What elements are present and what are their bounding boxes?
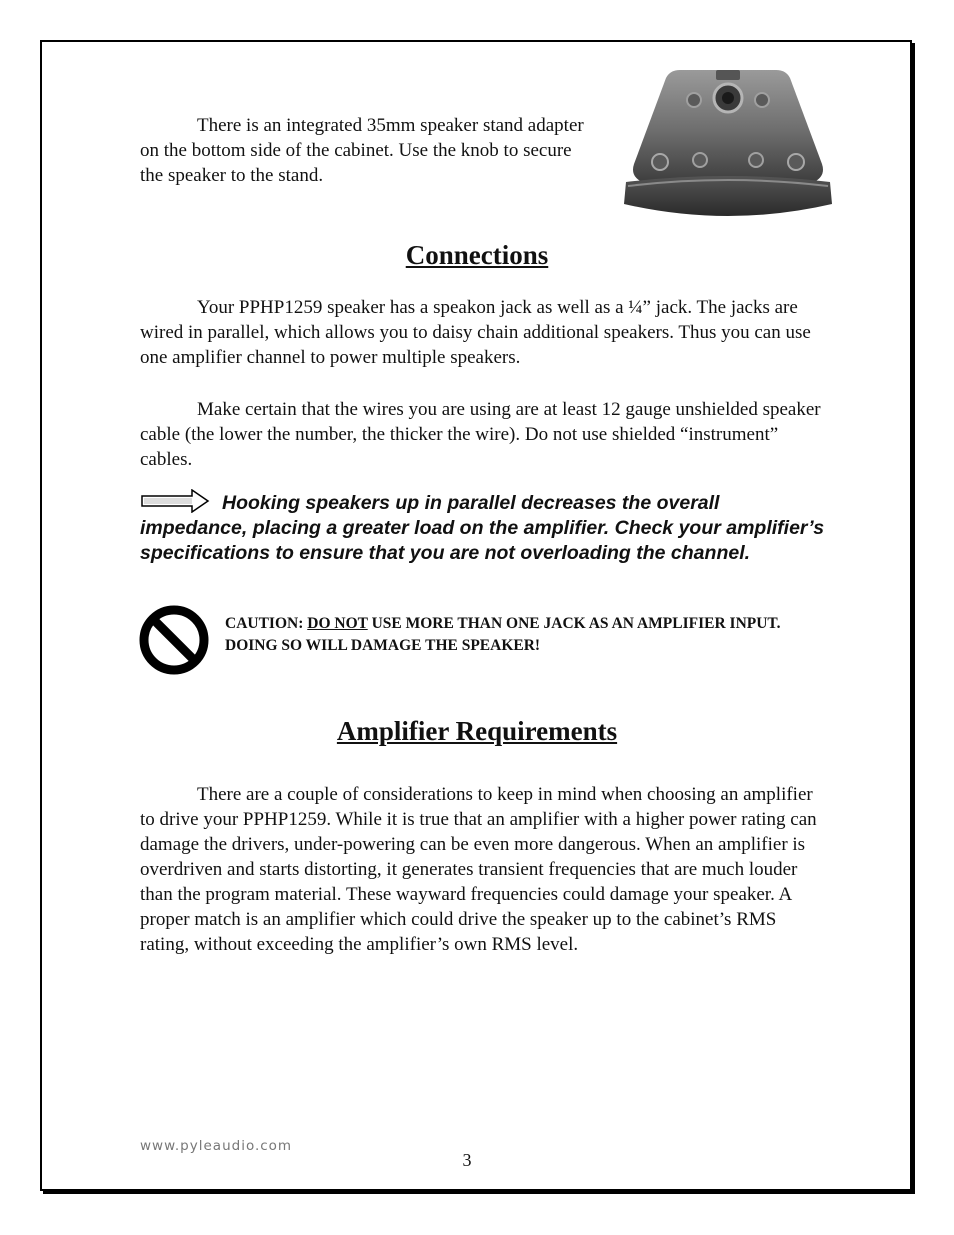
caution-label: CAUTION: bbox=[225, 615, 304, 632]
prohibited-icon bbox=[138, 604, 210, 676]
intro-paragraph: There is an integrated 35mm speaker stand adapter on the bottom side of the cabinet. Use the knob to secure the speaker to the stand. bbox=[140, 115, 584, 186]
caution-text bbox=[225, 613, 835, 657]
connections-paragraph-1: Your PPHP1259 speaker has a speakon jack as well as a ¼” jack. The jacks are wired in parallel, which allows you to daisy chain additional speakers. Thus you can use one amplifier channel to power multiple speakers. bbox=[140, 297, 811, 368]
connections-heading: Connections bbox=[405, 240, 549, 270]
parallel-note bbox=[140, 489, 830, 566]
amplifier-heading: Amplifier Requirements bbox=[336, 716, 618, 746]
speaker-bottom-image bbox=[618, 64, 838, 224]
arrow-right-icon bbox=[140, 489, 210, 513]
connections-paragraph-2: Make certain that the wires you are using are at least 12 gauge unshielded speaker cable (the lower the number, the thicker the wire). Do not use shielded “instrument” cables. bbox=[140, 399, 821, 470]
footer-url: www.pyleaudio.com bbox=[140, 1138, 293, 1154]
caution-rest: USE MORE THAN ONE JACK AS AN AMPLIFIER INPUT. DOING SO WILL DAMAGE THE SPEAKER! bbox=[225, 615, 781, 654]
page-number: 3 bbox=[462, 1150, 472, 1170]
amplifier-paragraph: There are a couple of considerations to keep in mind when choosing an amplifier to drive your PPHP1259. While it is true that an amplifier with a higher power rating can damage the drivers, under-powering can be even more dangerous. When an amplifier is overdriven and starts distorting, it generates transient frequencies that are much louder than the program material. These wayward frequencies could damage your speaker. A proper match is an amplifier which could drive the speaker up to the cabinet’s RMS rating, without exceeding the amplifier’s own RMS level. bbox=[140, 784, 817, 955]
caution-emphasis: DO NOT bbox=[307, 615, 368, 632]
parallel-note-text: Hooking speakers up in parallel decreases the overall impedance, placing a greater load on the amplifier. Check your amplifier’s specifications to ensure that you are not overloading the channel. bbox=[140, 492, 825, 564]
